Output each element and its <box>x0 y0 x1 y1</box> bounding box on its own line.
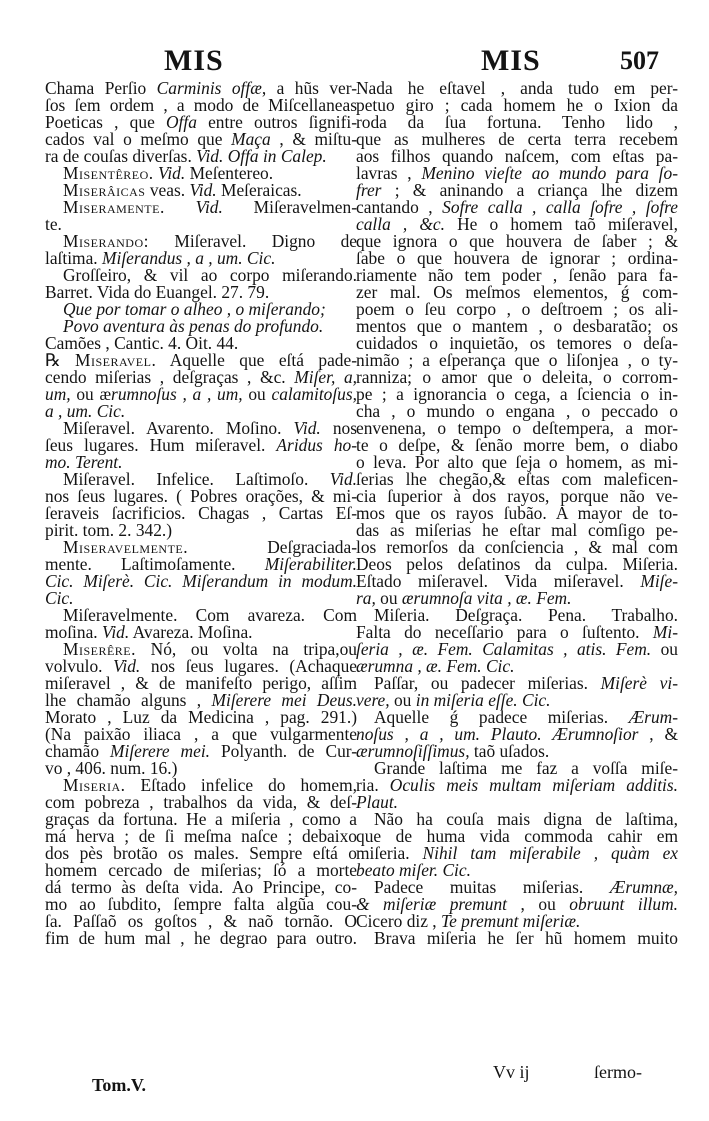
latin-text: Miſerè vi- <box>600 673 679 693</box>
latin-text: ra, <box>356 588 376 608</box>
line-text: Camões , Cantic. 4. Oit. 44. <box>45 333 239 353</box>
line-text: pe ; a ignorancia o cega, a ſciencia o in- <box>356 384 678 404</box>
header-left-title: MIS <box>164 44 224 77</box>
text-line <box>356 777 678 794</box>
line-text: Deſgraciada- <box>188 537 357 557</box>
line-text: nimão ; a eſperança que o liſonjea , o ty- <box>356 350 678 370</box>
line-text: Cicero diz , <box>356 911 441 931</box>
left-column <box>45 80 357 947</box>
line-text: petuo giro ; cada homem he o Ixion da <box>356 95 678 115</box>
latin-text: Vid. <box>113 656 141 676</box>
latin-text: & miſeriæ premunt <box>356 894 508 914</box>
line-text: (Na paixão iliaca , a que vulgarmente <box>45 724 357 744</box>
right-column <box>356 80 678 947</box>
line-text: zer mal. Os meſmos elementos, ǵ com- <box>356 282 678 302</box>
line-text: pirit. tom. 2. 342.) <box>45 520 173 540</box>
line-text: Miſeravel. Avarento. Moſino. <box>63 418 294 438</box>
line-text: ſabe o que houvera de ignorar ; ordina- <box>356 248 678 268</box>
latin-text: mo. Terent. <box>45 452 123 472</box>
latin-text: calamitoſus, <box>271 384 357 404</box>
line-text: Meſentereo. <box>185 163 274 183</box>
latin-text: Cic. Miſerè. Cic. Miſerandum in modum. <box>45 571 357 591</box>
line-text: Falta do neceſſario para o ſuſtento. <box>356 622 653 642</box>
latin-text: Nihil tam miſerabile , quàm ex <box>422 843 679 863</box>
line-text: cantando , <box>356 197 443 217</box>
latin-text: Que por tomar o alheo , o miſerando; <box>63 299 326 319</box>
latin-text: Vid. <box>329 469 357 489</box>
line-text: Morato , Luz da Medicina , pag. 291.) <box>45 707 357 727</box>
headword: Miseramente. <box>63 197 165 217</box>
line-text: lhe chamão alguns , <box>45 690 212 710</box>
line-text: , ou <box>507 894 570 914</box>
latin-text: in miſeria eſſe. Cic. <box>415 690 551 710</box>
latin-text: ærumnoſa vita , æ. Fem. <box>401 588 572 608</box>
line-text: Groſſeiro, & vil ao corpo miſerando. <box>63 265 357 285</box>
line-text: te. <box>45 214 62 234</box>
line-text: Deos pelos deſatinos da culpa. Miſeria. <box>356 554 678 574</box>
line-text: ou <box>375 588 402 608</box>
line-text: He o homem taõ miſeravel, <box>444 214 678 234</box>
line-text: entre outros ſignifi- <box>196 112 357 132</box>
line-text: volvulo. <box>45 656 114 676</box>
latin-text: Oculis meis multam miſeriam additis. <box>389 775 678 795</box>
latin-text: Miſe- <box>640 571 678 591</box>
line-text: miſeria. <box>356 843 423 863</box>
line-text: nos ſeus lugares. (Achaque <box>140 656 357 676</box>
headword: Miseria. <box>63 775 126 795</box>
line-text: poem o ſeu corpo , o deſtroem ; os ali- <box>356 299 678 319</box>
line-text: Não ha couſa mais digna de laſtima, <box>374 809 678 829</box>
latin-text: Offa <box>165 112 197 132</box>
latin-text: Vid. <box>189 180 217 200</box>
latin-text: Miſer, a, <box>294 367 357 387</box>
line-text: fim de hum mal , he degrao para outro. <box>45 928 357 948</box>
latin-text: rumnoſus , a , um, <box>111 384 243 404</box>
latin-text: Vid. <box>158 163 186 183</box>
line-text: ſos ſem ordem , a modo de Miſcellaneas <box>45 95 357 115</box>
line-text: Aquelle que eſtá pade- <box>156 350 357 370</box>
line-text: cha , o mundo o engana , o peccado o <box>356 401 678 421</box>
line-text: , & miſtu- <box>270 129 357 149</box>
latin-text: vere, <box>356 690 390 710</box>
line-text: o leva. Por alto que ſeja o homem, as mi- <box>356 452 678 472</box>
text-line <box>45 930 357 947</box>
line-text: que as mulheres de certa terra recebem <box>356 129 678 149</box>
line-text: ſeus lugares. Hum miſeravel. <box>45 435 277 455</box>
latin-text: um, <box>45 384 71 404</box>
latin-text: Carminis offæ <box>156 78 262 98</box>
headword: Miserando: <box>63 231 149 251</box>
line-text: envenena, o tempo o deſtempera, a mor- <box>356 418 678 438</box>
line-text: ou æ <box>70 384 112 404</box>
line-text: Chama Perſio <box>45 78 157 98</box>
line-text: ra de couſas diverſas. <box>45 146 197 166</box>
latin-text: Cic. <box>45 588 74 608</box>
line-text: los remorſos da conſciencia , & mal com <box>356 537 678 557</box>
line-text: miſeravel , & de manifeſto perigo, aſſim <box>45 673 357 693</box>
line-text: ſerias lhe chegão,& eſtas com maleficen- <box>356 469 678 489</box>
line-text: roda da ſua fortuna. Tenho lido , <box>356 112 678 132</box>
latin-text: Maça <box>231 129 271 149</box>
latin-text: frer <box>356 180 382 200</box>
latin-text: obruunt illum. <box>569 894 678 914</box>
latin-text: Vid. <box>293 418 321 438</box>
line-text: das as miſerias he eſtar mal comſigo pe- <box>356 520 678 540</box>
line-text: Nó, ou volta na tripa,ou <box>135 639 357 659</box>
line-text: mente. Laſtimoſamente. <box>45 554 265 574</box>
line-text: Poeticas , que <box>45 112 166 132</box>
latin-text: Menino vieſte ao mundo para ſo- <box>421 163 678 183</box>
latin-text: Ærumnæ, <box>609 877 678 897</box>
volume-label: Tom.V. <box>92 1075 147 1095</box>
line-text: mos que os rayos ſubão. A mayor de to- <box>356 503 678 523</box>
line-text: veas. <box>145 180 190 200</box>
line-text: , a hũs ver- <box>261 78 357 98</box>
latin-text: Vid. Offa in Calep. <box>196 146 327 166</box>
latin-text: Te premunt miſeriæ. <box>441 911 581 931</box>
line-text: ℞ <box>45 350 76 370</box>
line-text: dos pès brotão os males. Sempre eſtá o <box>45 843 357 863</box>
headword: Miserâicas <box>63 180 146 200</box>
latin-text: Povo aventura às penas do profundo. <box>63 316 324 336</box>
signature-mark: Vv ij <box>493 1062 530 1082</box>
line-text: graças da fortuna. He a miſeria , como a <box>45 809 357 829</box>
latin-text: Vid. <box>102 622 130 642</box>
line-text: Miſeravelmente. Com avareza. Com <box>63 605 357 625</box>
headword: Miserêre. <box>63 639 136 659</box>
line-text: má herva ; de ſi meſma naſce ; debaixo <box>45 826 357 846</box>
line-text: chamão <box>45 741 111 761</box>
line-text: moſina. <box>45 622 102 642</box>
line-text: mentos que o mantem , o desbaratão; os <box>356 316 678 336</box>
line-text: cados val o meſmo que <box>45 129 232 149</box>
latin-text: Miſerabiliter. <box>264 554 357 574</box>
latin-text: Miſerere mei Deus. <box>211 690 357 710</box>
line-text: Polyanth. de Cur- <box>210 741 357 761</box>
text-line <box>356 930 678 947</box>
catchword: ſermo- <box>594 1062 642 1082</box>
text-line <box>45 199 357 216</box>
headword: Misentêreo. <box>63 163 154 183</box>
line-text: nos ſeus lugares. ( Pobres orações, & mi- <box>45 486 357 506</box>
line-text: ou <box>651 639 678 659</box>
line-text: Paſſar, ou padecer miſerias. <box>374 673 601 693</box>
line-text: que de huma vida commoda cahir em <box>356 826 678 846</box>
page-number: 507 <box>620 46 659 75</box>
line-text: , & <box>638 724 678 744</box>
line-text: vo , 406. num. 16.) <box>45 758 178 778</box>
line-text: Avareza. Moſina. <box>129 622 253 642</box>
line-text: ou <box>389 690 416 710</box>
line-text: dá termo às deſta vida. Ao Principe, co- <box>45 877 357 897</box>
header-right-title: MIS <box>481 44 541 77</box>
line-text: Grande laſtima me faz a voſſa miſe- <box>374 758 678 778</box>
line-text: Padece muitas miſerias. <box>374 877 610 897</box>
line-text: taõ uſados. <box>469 741 550 761</box>
line-text: nos <box>320 418 357 438</box>
text-line <box>45 573 357 590</box>
headword: Miseravel. <box>75 350 157 370</box>
latin-text: ſeria , æ. Fem. Calamitas , atis. Fem. <box>356 639 652 659</box>
line-text: Aquelle ǵ padece miſerias. <box>374 707 629 727</box>
line-text: Barret. Vida do Euangel. 27. 79. <box>45 282 270 302</box>
line-text: lavras , <box>356 163 422 183</box>
latin-text: Aridus ho- <box>276 435 357 455</box>
line-text: cuidados o inquietão, os temores o deſa- <box>356 333 678 353</box>
line-text: Miſeravel. Infelice. Laſtimoſo. <box>63 469 330 489</box>
line-text: te o deſpe, & ſenão morre bem, o diabo <box>356 435 678 455</box>
latin-text: calla , &c. <box>356 214 445 234</box>
latin-text: beato miſer. Cic. <box>356 860 471 880</box>
line-text: com pobreza , trabalhos da vida, & deſ- <box>45 792 357 812</box>
line-text: que ignora o que houvera de ſaber ; & <box>356 231 678 251</box>
line-text: Miſeria. Deſgraça. Pena. Trabalho. <box>374 605 678 625</box>
latin-text: a , um. Cic. <box>45 401 126 421</box>
line-text: Eſtado infelice do homem, <box>125 775 357 795</box>
line-text: laſtima. <box>45 248 102 268</box>
latin-text: Vid. <box>195 197 223 217</box>
line-text: Brava miſeria he ſer hũ homem muito <box>374 928 678 948</box>
line-text: cia ſuperior à dos rayos, porque não ve- <box>356 486 678 506</box>
latin-text: Miſerandus , a , um. Cic. <box>102 248 276 268</box>
latin-text: ærumna , æ. Fem. Cic. <box>356 656 515 676</box>
headword: Miseravelmente. <box>63 537 189 557</box>
line-text: ſeraveis ſacrificios. Chagas , Cartas Eſ- <box>45 503 357 523</box>
line-text: ; & aninando a criança lhe dizem <box>381 180 678 200</box>
latin-text: Miſerere mei. <box>110 741 210 761</box>
latin-text: Ærum- <box>628 707 678 727</box>
line-text: cendo miſerias , deſgraças , &c. <box>45 367 295 387</box>
latin-text: Sofre calla , calla ſofre , ſofre <box>442 197 679 217</box>
line-text: riamente não tem poder , ſenão para fa- <box>356 265 678 285</box>
line-text: Miſeravel. Digno de <box>148 231 357 251</box>
line-text: mo ao ſubdito, ſempre falta algũa cou- <box>45 894 357 914</box>
line-text: ranniza; o amor que o deleita, o corrom- <box>356 367 678 387</box>
line-text <box>165 197 196 217</box>
latin-text: Plaut. <box>356 792 399 812</box>
line-text: Nada he eſtavel , anda tudo em per- <box>356 78 678 98</box>
line-text: Eſtado miſeravel. Vida miſeravel. <box>356 571 641 591</box>
line-text: ria. <box>356 775 390 795</box>
latin-text: ærumnoſiſſimus, <box>356 741 470 761</box>
line-text: aos filhos quando naſcem, com eſtas pa- <box>356 146 678 166</box>
line-text: ſa. Paſſaõ os goſtos , & naõ tornão. O <box>45 911 357 931</box>
line-text: Meſeraicas. <box>216 180 302 200</box>
line-text: ou <box>242 384 272 404</box>
latin-text: Mi- <box>652 622 678 642</box>
line-text: Miſeravelmen- <box>222 197 357 217</box>
latin-text: noſus , a , um. Plauto. Ærumnoſior <box>356 724 639 744</box>
line-text: homem cercado de miſerias; ſó a morte <box>45 860 357 880</box>
